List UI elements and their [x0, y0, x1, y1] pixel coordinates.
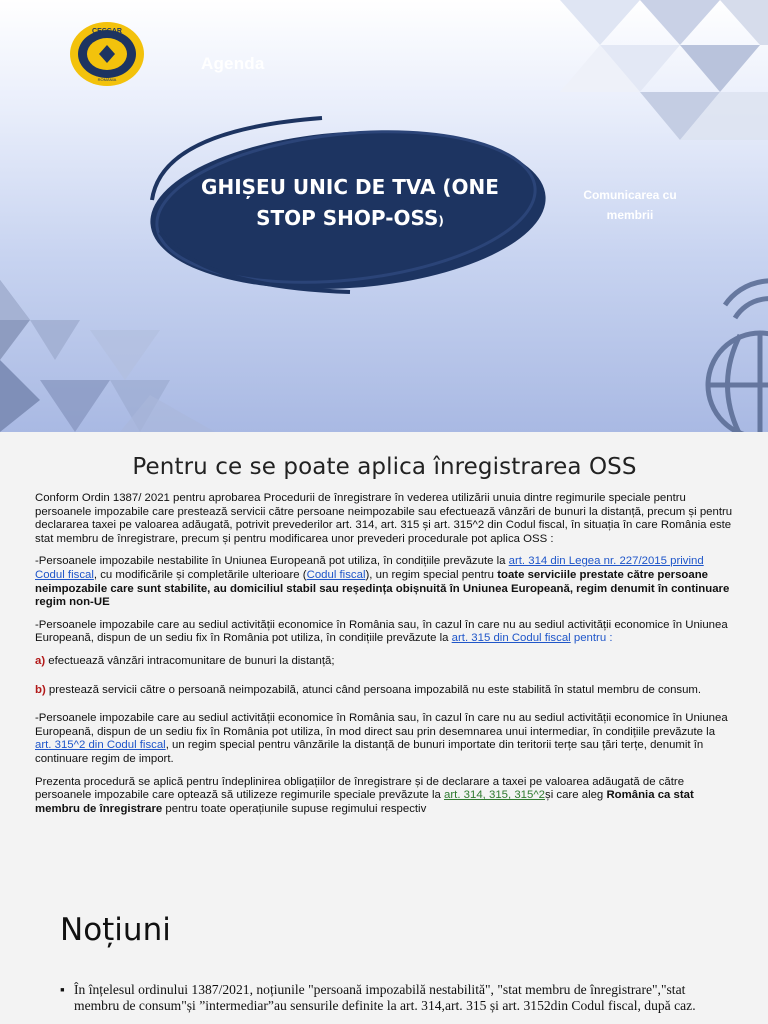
- list-item-b: [35, 684, 734, 698]
- link-codul-fiscal[interactable]: Codul fiscal: [306, 568, 366, 581]
- list-marker: a): [35, 654, 46, 667]
- bold-text: România ca stat membru de înregistrare: [35, 789, 694, 815]
- link-art-315-2[interactable]: art. 315^2 din Codul fiscal: [35, 739, 166, 752]
- text: , un regim special pentru vânzările la distanță de bunuri importate din teritorii terțe sau țări terțe, denumit în continuare regim de import.: [35, 739, 704, 765]
- list-marker: b): [35, 683, 46, 696]
- svg-text:CECCAR: CECCAR: [92, 28, 122, 35]
- link-articles[interactable]: art. 314, 315, 315^2: [444, 789, 546, 802]
- slide-heading: Noțiuni: [60, 912, 171, 948]
- slide-title: [190, 172, 510, 237]
- title-slide: [0, 0, 768, 432]
- list-item-a: [35, 655, 734, 669]
- text: -Persoanele impozabile care au sediul activității economice în România sau, în cazul în care nu au sediul activității economice în Uniunea Europeană, dispun de un sediu fix în România pot utiliza, în condițiile prevăzute la: [35, 618, 728, 645]
- non-eu-paragraph: [35, 555, 734, 609]
- slide-title-paren: ): [438, 214, 444, 228]
- text: Prezenta procedură se aplică pentru îndeplinirea obligațiilor de înregistrare și de declarare a taxei pe valoarea adăugată de către persoanele impozabile care optează să utilizeze regimurile speciale prevăzute la: [35, 775, 685, 802]
- agenda-label: Agenda: [201, 54, 265, 73]
- slide-heading: Pentru ce se poate aplica înregistrarea OSS: [132, 454, 637, 480]
- oss-applicability-slide: [0, 432, 768, 874]
- text: ), un regim special pentru: [365, 568, 498, 581]
- text: și care aleg: [545, 789, 607, 802]
- intro-paragraph: Conform Ordin 1387/ 2021 pentru aprobarea Procedurii de înregistrare în vederea utilizării unuia dintre regimurile speciale pentru persoanele impozabile care prestează servicii către persoane neimpozabile sau efectuează vânzări de bunuri la distanță, precum și pentru declararea taxei pe valoarea adăugată, potrivit prevederilor art. 314, art. 315 și art. 315^2 din Codul fiscal, în situația în care România este stat membru de înregistrare, precum și pentru modificarea unor prevederi procedurale pot aplica OSS :: [35, 492, 733, 545]
- communication-label: Comunicarea cu membrii: [583, 188, 677, 222]
- text: -Persoanele impozabile nestabilite în Uniunea Europeană pot utiliza, în condițiile prevăzute la: [35, 555, 509, 568]
- text: pentru toate operațiunile supuse regimului respectiv: [162, 802, 427, 815]
- list-text: În înțelesul ordinului 1387/2021, noțiunile "persoană impozabilă nestabilită", "stat membru de înregistrare","stat membru de consum"și ”intermediar”au sensurile definite la art. 314,art. 315 și art. 3152din Codul fiscal, după caz.: [74, 982, 696, 1013]
- list-text: prestează servicii către o persoană neimpozabilă, atunci când persoana impozabilă nu este stabilită în statul membru de consum.: [45, 683, 702, 696]
- import-paragraph: [35, 712, 734, 766]
- bold-text: toate serviciile prestate către persoane neimpozabile care sunt stabilite, au domiciliul stabil sau reședința obișnuită în Uniunea Europeană, regim denumit în continuare regim non-UE: [35, 568, 730, 609]
- slide-title-main: GHIȘEU UNIC DE TVA (ONE STOP SHOP-OSS: [201, 175, 499, 230]
- procedure-paragraph: [35, 776, 734, 817]
- link-art-314[interactable]: art. 314 din Legea nr. 227/2015 privind Codul fiscal: [35, 555, 704, 581]
- list-item: [60, 982, 708, 1014]
- svg-text:ROMÂNIA: ROMÂNIA: [97, 77, 117, 82]
- link-art-315[interactable]: art. 315 din Codul fiscal: [451, 632, 571, 645]
- bullet-icon: ▪: [60, 982, 65, 997]
- text: , cu modificările și completările ulterioare (: [93, 568, 307, 581]
- ceccar-logo: [68, 20, 146, 88]
- text: -Persoanele impozabile care au sediul activității economice în România sau, în cazul în care nu au sediul activității economice în Uniunea Europeană, dispun de un sediu fix în România pot utiliza, în mod direct sau prin desemnarea unui intermediar, în condițiile prevăzute la: [35, 712, 728, 738]
- notions-slide: [0, 874, 768, 1024]
- list-text: efectuează vânzări intracomunitare de bunuri la distanță;: [45, 654, 335, 667]
- union-paragraph: [35, 619, 734, 646]
- link-suffix: pentru :: [570, 632, 613, 645]
